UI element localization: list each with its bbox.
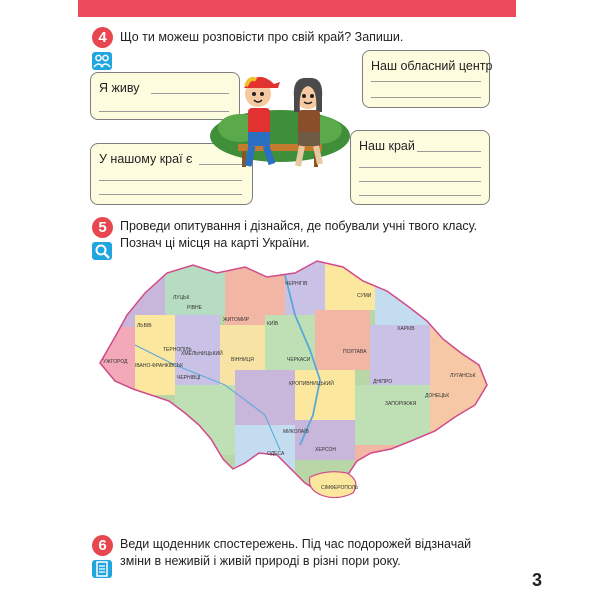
task-6-line-2: зміни в неживій і живій природі в різні пори року. bbox=[120, 554, 401, 568]
writing-line bbox=[99, 180, 242, 181]
city-kherson: ХЕРСОН bbox=[315, 447, 336, 453]
city-chernivtsi: ЧЕРНІВЦІ bbox=[177, 375, 201, 381]
city-ternopil: ТЕРНОПІЛЬ bbox=[163, 347, 192, 353]
ukraine-map[interactable] bbox=[95, 255, 495, 505]
bubble-in-our-region-label: У нашому краї є bbox=[99, 152, 193, 166]
task-5-line-1: Проведи опитування і дізнайся, де побували учні твого класу. bbox=[120, 219, 478, 233]
city-kyiv: КИЇВ bbox=[267, 321, 279, 327]
city-zaporizhzhia: ЗАПОРІЖЖЯ bbox=[385, 401, 417, 407]
writing-line bbox=[359, 181, 481, 182]
city-poltava: ПОЛТАВА bbox=[343, 349, 367, 355]
header-bar bbox=[78, 0, 516, 17]
city-odesa: ОДЕСА bbox=[267, 451, 285, 457]
task-4-text: Що ти можеш розповісти про свій край? Запиши. bbox=[120, 30, 404, 44]
writing-line bbox=[359, 195, 481, 196]
city-zhytomyr: ЖИТОМИР bbox=[223, 317, 250, 323]
writing-line bbox=[371, 97, 481, 98]
kids-illustration bbox=[200, 58, 360, 178]
page-number: 3 bbox=[532, 570, 543, 590]
bubble-our-region[interactable] bbox=[350, 130, 490, 205]
bubble-regional-center[interactable] bbox=[362, 50, 493, 108]
notebook-icon bbox=[92, 560, 112, 578]
city-khmelnytskyi: ХМЕЛЬНИЦЬКИЙ bbox=[181, 351, 223, 357]
task-5-number: 5 bbox=[92, 217, 113, 238]
city-simferopol: СІМФЕРОПОЛЬ bbox=[321, 485, 359, 491]
writing-line bbox=[359, 167, 481, 168]
city-ivano-frankivsk: ІВАНО-ФРАНКІВСЬК bbox=[135, 363, 184, 369]
bubble-i-live-label: Я живу bbox=[99, 81, 140, 95]
task-4-number: 4 bbox=[92, 27, 113, 48]
task-6-number: 6 bbox=[92, 535, 113, 556]
city-uzhhorod: УЖГОРОД bbox=[103, 359, 128, 365]
city-mykolaiv: МИКОЛАЇВ bbox=[283, 429, 309, 435]
city-lutsk: ЛУЦЬК bbox=[173, 295, 190, 301]
city-luhansk: ЛУГАНСЬК bbox=[450, 373, 476, 379]
city-vinnytsia: ВІННИЦЯ bbox=[231, 357, 254, 363]
pair-work-icon bbox=[92, 52, 112, 70]
writing-line bbox=[99, 194, 242, 195]
writing-line bbox=[417, 151, 481, 152]
bubble-regional-center-label: Наш обласний центр bbox=[371, 59, 493, 73]
city-kharkiv: ХАРКІВ bbox=[397, 326, 415, 332]
city-lviv: ЛЬВІВ bbox=[137, 323, 152, 329]
city-dnipro: ДНІПРО bbox=[373, 379, 393, 385]
writing-line bbox=[371, 81, 481, 82]
task-5-line-2: Познач ці місця на карті України. bbox=[120, 236, 310, 250]
city-sumy: СУМИ bbox=[357, 293, 372, 299]
city-donetsk: ДОНЕЦЬК bbox=[425, 393, 450, 399]
city-kropyvnytskyi: КРОПИВНИЦЬКИЙ bbox=[289, 381, 334, 387]
bubble-our-region-label: Наш край bbox=[359, 139, 415, 153]
task-6-line-1: Веди щоденник спостережень. Під час подорожей відзначай bbox=[120, 537, 472, 551]
city-rivne: РІВНЕ bbox=[187, 305, 203, 311]
city-cherkasy: ЧЕРКАСИ bbox=[287, 357, 311, 363]
city-chernihiv: ЧЕРНІГІВ bbox=[285, 281, 308, 287]
